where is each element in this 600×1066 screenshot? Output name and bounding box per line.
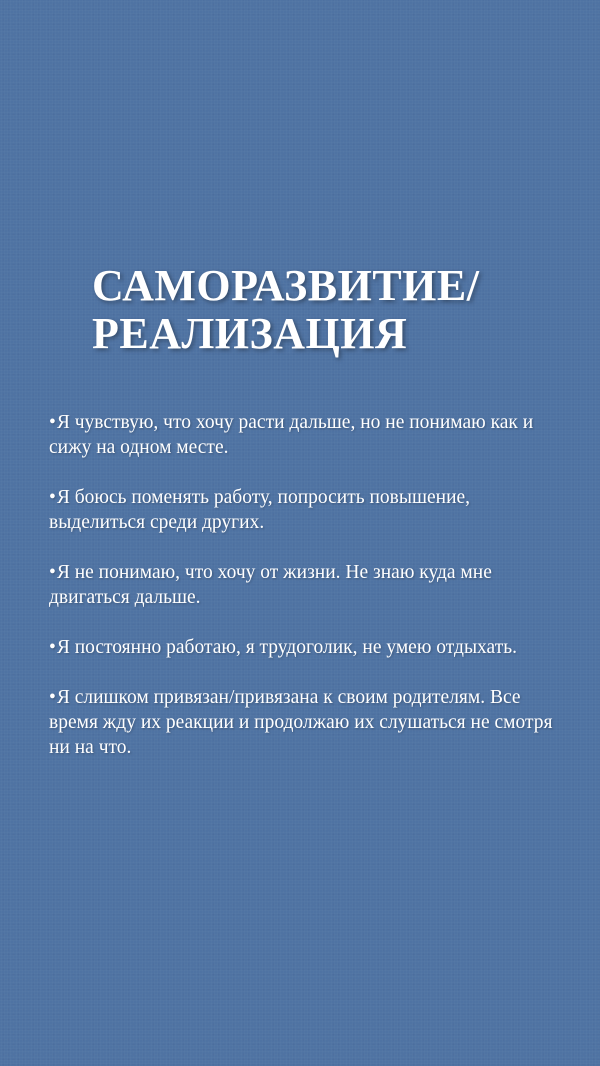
- bullet-marker: •: [49, 562, 56, 583]
- bullet-marker: •: [49, 487, 56, 508]
- bullet-marker: •: [49, 687, 56, 708]
- bullet-text: Я чувствую, что хочу расти дальше, но не понимаю как и сижу на одном месте.: [49, 412, 534, 458]
- page-title: [92, 262, 572, 358]
- title-line-1: САМОРАЗВИТИЕ/: [92, 261, 480, 310]
- list-item: [49, 685, 569, 760]
- bullet-text: Я не понимаю, что хочу от жизни. Не знаю куда мне двигаться дальше.: [49, 562, 492, 608]
- bullet-marker: •: [49, 637, 56, 658]
- list-item: [49, 635, 569, 660]
- title-line-2: РЕАЛИЗАЦИЯ: [92, 309, 408, 358]
- bullet-marker: •: [49, 412, 56, 433]
- bullet-text: Я боюсь поменять работу, попросить повышение, выделиться среди других.: [49, 487, 471, 533]
- list-item: [49, 410, 569, 460]
- bullet-text: Я постоянно работаю, я трудоголик, не умею отдыхать.: [56, 637, 517, 658]
- bullet-list: [49, 410, 569, 785]
- list-item: [49, 485, 569, 535]
- list-item: [49, 560, 569, 610]
- bullet-text: Я слишком привязан/привязана к своим родителям. Все время жду их реакции и продолжаю их слушаться не смотря ни на что.: [49, 687, 553, 758]
